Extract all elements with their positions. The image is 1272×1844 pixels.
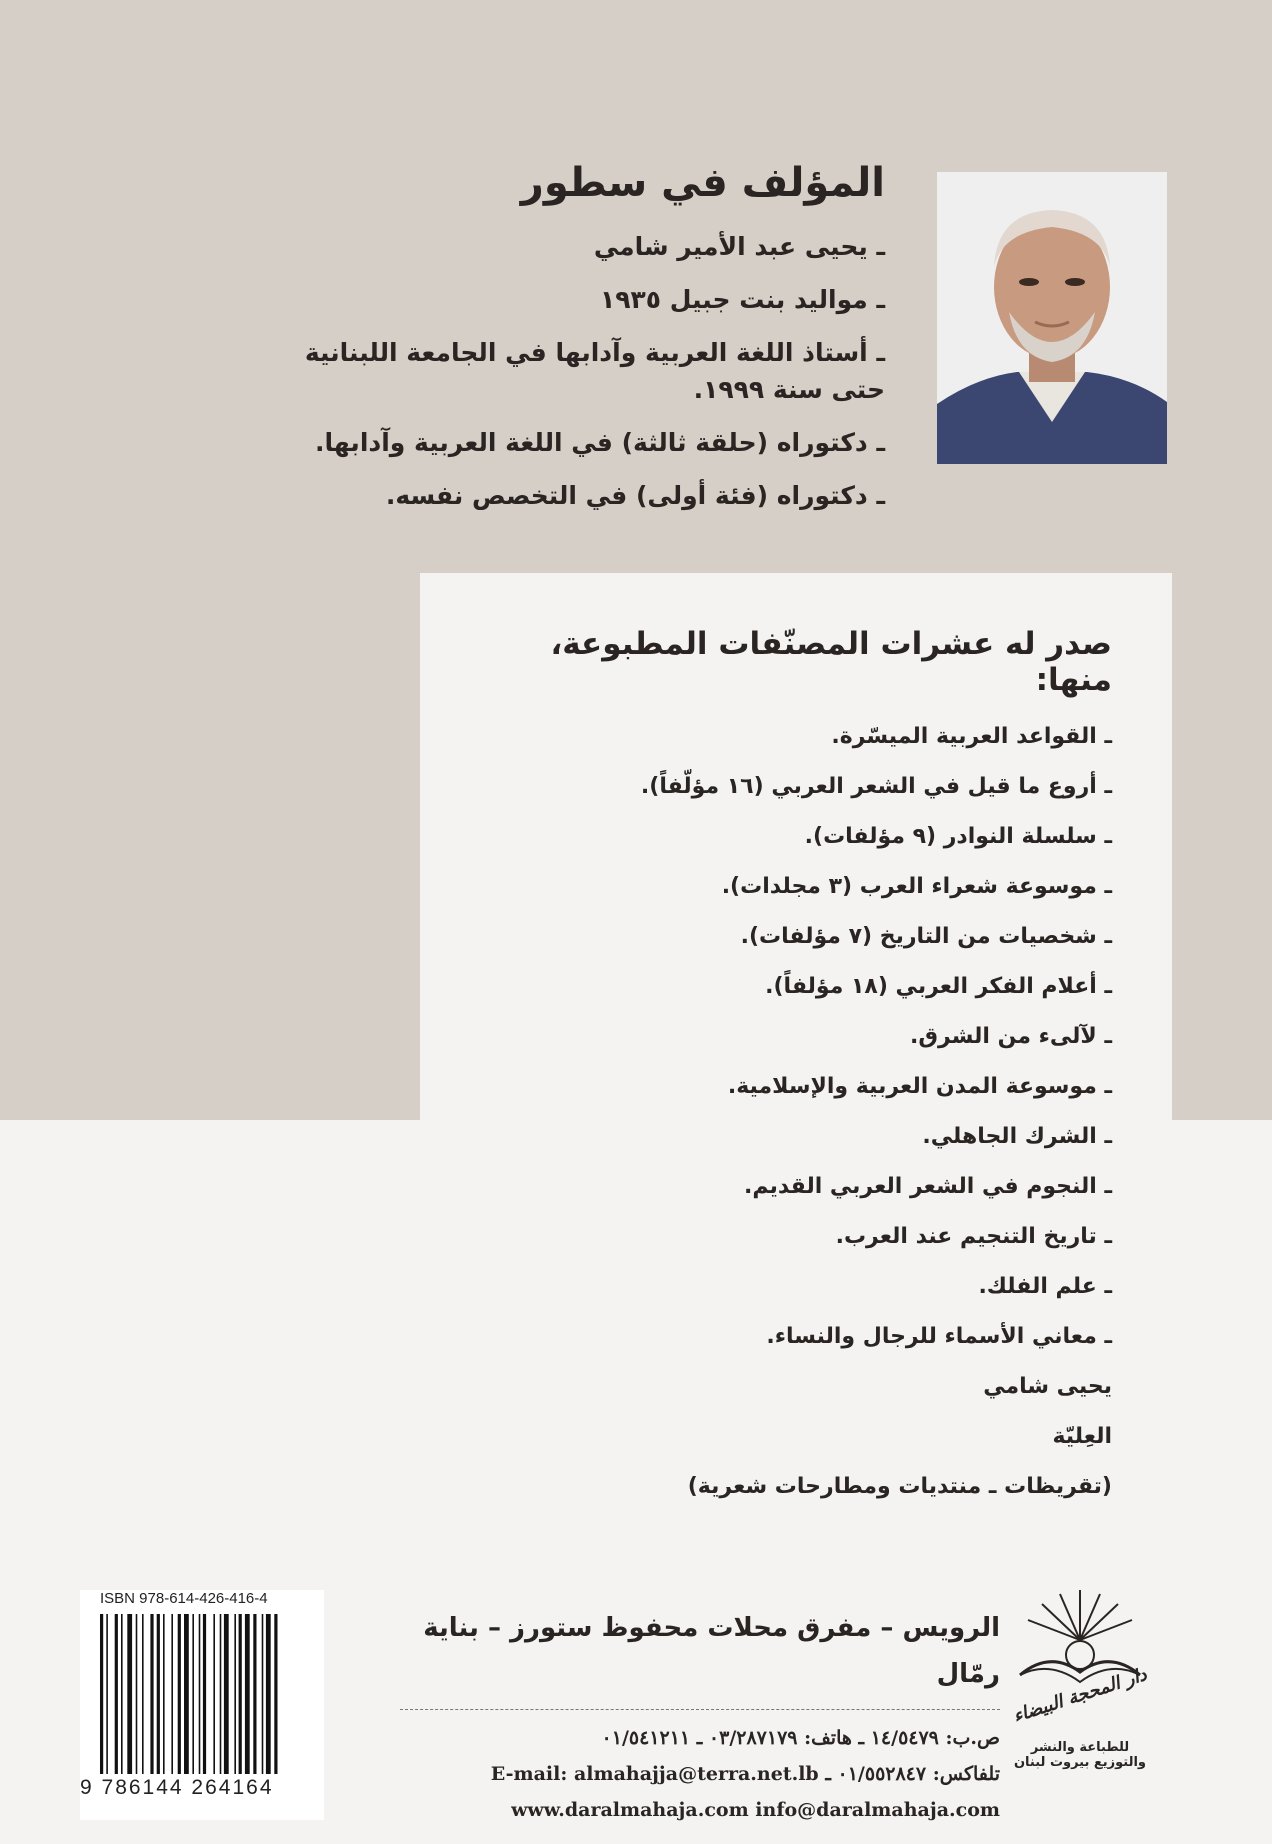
publisher-info (400, 1605, 1000, 1828)
barcode-bar (274, 1614, 277, 1774)
works-item: ـ موسوعة شعراء العرب (٣ مجلدات). (721, 874, 1112, 899)
barcode-bar (253, 1614, 256, 1774)
bio-line-doctorate-2: ـ دكتوراه (فئة أولى) في التخصص نفسه. (385, 481, 885, 510)
barcode-bar (100, 1614, 103, 1774)
barcode-bar (234, 1614, 236, 1774)
barcode-bar (115, 1614, 118, 1774)
barcode-bar (184, 1614, 189, 1774)
barcode-bar (239, 1614, 242, 1774)
works-item: ـ أروع ما قيل في الشعر العربي (١٦ مؤلّفاً). (640, 774, 1112, 799)
publisher-phones: ص.ب: ١٤/٥٤٧٩ ـ هاتف: ٠٣/٢٨٧١٧٩ ـ ٠١/٥٤١٢١١ (601, 1727, 1000, 1749)
works-item: العِليّة (1052, 1424, 1112, 1449)
barcode-bar (203, 1614, 206, 1774)
author-photo (937, 172, 1167, 464)
works-item: ـ موسوعة المدن العربية والإسلامية. (727, 1074, 1112, 1099)
works-item: ـ شخصيات من التاريخ (٧ مؤلفات). (740, 924, 1112, 949)
barcode-bar (171, 1614, 173, 1774)
barcode-bars (100, 1614, 316, 1774)
works-item: ـ أعلام الفكر العربي (١٨ مؤلفاً). (765, 974, 1112, 999)
barcode (80, 1590, 324, 1820)
works-item: ـ سلسلة النوادر (٩ مؤلفات). (804, 824, 1112, 849)
author-bio (300, 160, 885, 530)
works-item: ـ النجوم في الشعر العربي القديم. (744, 1174, 1112, 1199)
barcode-bar (213, 1614, 215, 1774)
works-item: ـ علم الفلك. (978, 1274, 1112, 1299)
barcode-bar (224, 1614, 229, 1774)
barcode-bar (157, 1614, 160, 1774)
works-item: ـ القواعد العربية الميسّرة. (831, 724, 1112, 749)
publisher-address: الرويس – مفرق محلات محفوظ ستورز – بناية رمّال (423, 1613, 1000, 1689)
barcode-bar (142, 1614, 144, 1774)
barcode-bar (192, 1614, 194, 1774)
works-heading: صدر له عشرات المصنّفات المطبوعة، منها: (550, 626, 1112, 698)
barcode-bar (199, 1614, 201, 1774)
works-list (540, 626, 1112, 1512)
publisher-fax-email: تلفاكس: ٠١/٥٥٢٨٤٧ ـ E-mail: almahajja@terra.net.lb (490, 1763, 1000, 1785)
bio-line-professor: ـ أستاذ اللغة العربية وآدابها في الجامعة اللبنانية حتى سنة ١٩٩٩. (304, 338, 885, 404)
barcode-bar (150, 1614, 153, 1774)
barcode-bar (220, 1614, 222, 1774)
publisher-logo-tagline: للطباعة والنشر والتوزيع بيروت لبنان (1013, 1740, 1147, 1770)
works-item: ـ معاني الأسماء للرجال والنساء. (766, 1324, 1112, 1349)
barcode-bar (127, 1614, 132, 1774)
works-item: ـ الشرك الجاهلي. (922, 1124, 1112, 1149)
barcode-bar (178, 1614, 181, 1774)
publisher-web: www.daralmahaja.com info@daralmahaja.com (511, 1799, 1000, 1821)
publisher-logo-name: دار المحجة البيضاء (1010, 1664, 1150, 1727)
bio-line-name: ـ يحيى عبد الأمير شامي (593, 232, 885, 261)
bio-heading: المؤلف في سطور (520, 160, 885, 206)
works-item: (تقريظات ـ منتديات ومطارحات شعرية) (687, 1474, 1112, 1499)
divider (400, 1709, 1000, 1710)
works-item: ـ تاريخ التنجيم عند العرب. (835, 1224, 1112, 1249)
barcode-bar (136, 1614, 138, 1774)
barcode-bar (262, 1614, 264, 1774)
bio-line-doctorate-1: ـ دكتوراه (حلقة ثالثة) في اللغة العربية وآدابها. (315, 428, 885, 457)
barcode-bar (266, 1614, 271, 1774)
works-item: يحيى شامي (983, 1374, 1112, 1399)
barcode-bar (106, 1614, 108, 1774)
barcode-bar (163, 1614, 165, 1774)
barcode-bar (245, 1614, 250, 1774)
bio-line-birth: ـ مواليد بنت جبيل ١٩٣٥ (600, 285, 885, 314)
barcode-number: 9 786144 264164 (80, 1776, 274, 1799)
works-item: ـ لآلىء من الشرق. (910, 1024, 1112, 1049)
barcode-bar (121, 1614, 123, 1774)
isbn-label: ISBN 978-614-426-416-4 (100, 1590, 268, 1607)
